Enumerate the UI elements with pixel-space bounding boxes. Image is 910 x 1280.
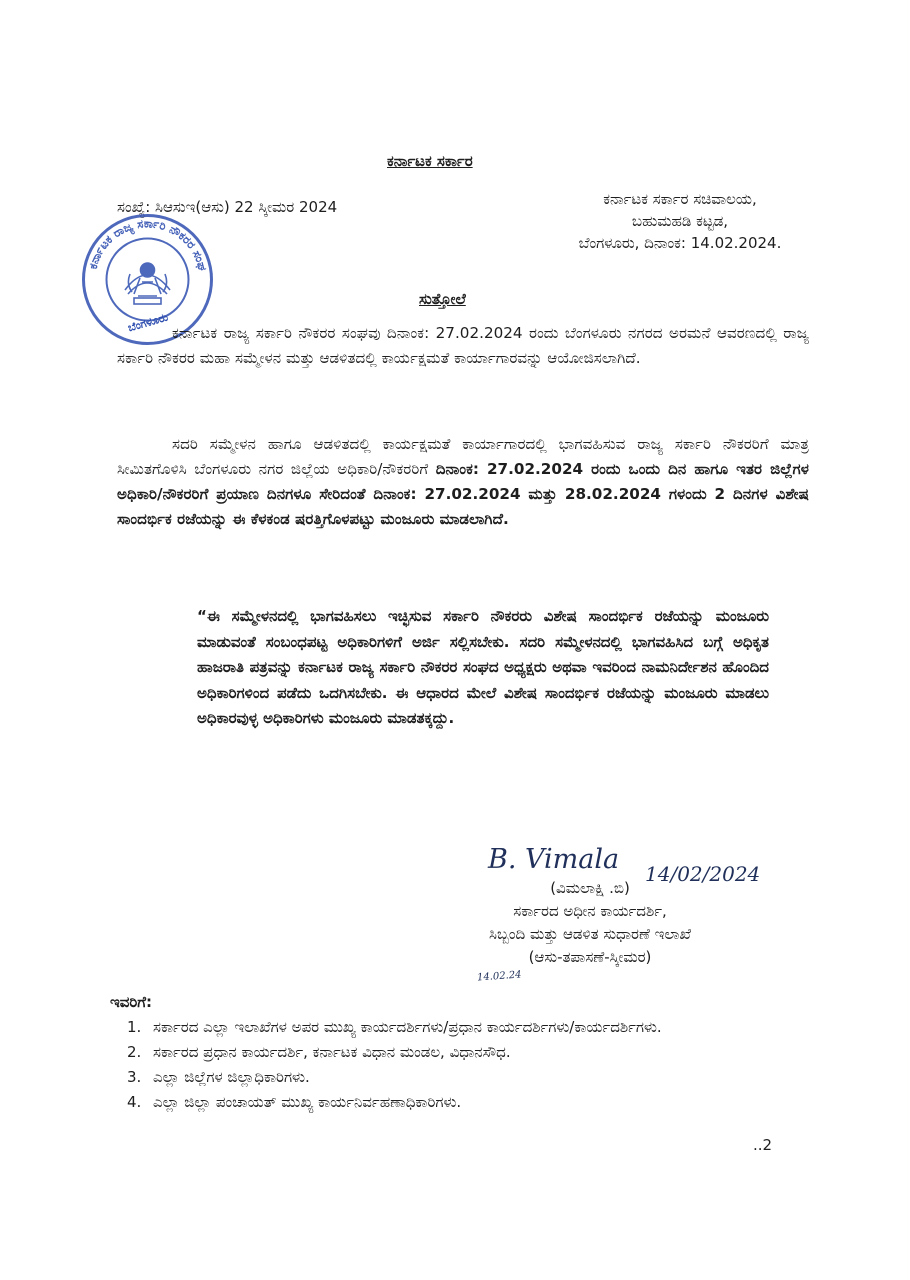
office-address [545,188,815,254]
stamp-outer-text: ಕರ್ನಾಟಕ ರಾಜ್ಯ ಸರ್ಕಾರಿ ನೌಕರರ ಸಂಘ [85,216,210,273]
recipient-number: 2. [127,1043,142,1061]
paragraph-leave-sanction [117,432,809,532]
signatory-department: ಸಿಬ್ಬಂದಿ ಮತ್ತು ಆಡಳಿತ ಸುಧಾರಣೆ ಇಲಾಖೆ [489,925,691,943]
paragraph-intro: ಕರ್ನಾಟಕ ರಾಜ್ಯ ಸರ್ಕಾರಿ ನೌಕರರ ಸಂಘವು ದಿನಾಂಕ: 27.02.2024 ರಂದು ಬೆಂಗಳೂರು ನಗರದ ಅರಮನೆ ಆವರಣದಲ್ಲಿ ರಾಜ್ಯ ಸರ್ಕಾರಿ ನೌಕರರ ಮಹಾ ಸಮ್ಮೇಳನ ಮತ್ತು ಆಡಳಿತದಲ್ಲಿ ಕಾರ್ಯಕ್ಷಮತೆ ಕಾರ್ಯಾಗಾರವನ್ನು ಆಯೋಜಿಸಲಾಗಿದೆ. [117,324,809,367]
signatory-name: (ವಿಮಲಾಕ್ಷಿ .ಬಿ) [550,879,630,897]
recipient-item [127,1016,810,1039]
recipient-number: 4. [127,1093,142,1111]
paragraph-leave-normal: ಸದರಿ ಸಮ್ಮೇಳನ ಹಾಗೂ ಆಡಳಿತದಲ್ಲಿ ಕಾರ್ಯಕ್ಷಮತೆ ಕಾರ್ಯಾಗಾರದಲ್ಲಿ ಭಾಗವಹಿಸುವ ರಾಜ್ಯ ಸರ್ಕಾರಿ ನೌಕರರಿಗೆ ಮಾತ್ರ ಸೀಮಿತಗೊಳಿಸಿ ಬೆಂಗಳೂರು ನಗರ ಜಿಲ್ಲೆಯ ಅಧಿಕಾರಿ/ನೌಕರರಿಗೆ [117,435,809,478]
recipient-text: ಸರ್ಕಾರದ ಎಲ್ಲಾ ಇಲಾಖೆಗಳ ಅಪರ ಮುಖ್ಯ ಕಾರ್ಯದರ್ಶಿಗಳು/ಪ್ರಧಾನ ಕಾರ್ಯದರ್ಶಿಗಳು/ಕಾರ್ಯದರ್ಶಿಗಳು. [153,1018,662,1036]
paragraph-leave-bold: ದಿನಾಂಕ: 27.02.2024 ರಂದು ಒಂದು ದಿನ ಹಾಗೂ ಇತರ ಜಿಲ್ಲೆಗಳ ಅಧಿಕಾರಿ/ನೌಕರರಿಗೆ ಪ್ರಯಾಣ ದಿನಗಳೂ ಸೇರಿದಂತೆ ದಿನಾಂಕ: 27.02.2024 ಮತ್ತು 28.02.2024 ಗಳಂದು 2 ದಿನಗಳ ವಿಶೇಷ ಸಾಂದರ್ಭಿಕ ರಜೆಯನ್ನು ಈ ಕೆಳಕಂಡ ಷರತ್ತಿಗೊಳಪಟ್ಟು ಮಂಜೂರು ಮಾಡಲಾಗಿದೆ. [117,460,810,528]
recipient-number: 1. [127,1018,142,1036]
government-title: ಕರ್ನಾಟಕ ಸರ್ಕಾರ [387,152,473,170]
office-line-3: ಬೆಂಗಳೂರು, ದಿನಾಂಕ: 14.02.2024. [578,234,782,252]
condition-quote: “ಈ ಸಮ್ಮೇಳನದಲ್ಲಿ ಭಾಗವಹಿಸಲು ಇಚ್ಛಿಸುವ ಸರ್ಕಾರಿ ನೌಕರರು ವಿಶೇಷ ಸಾಂದರ್ಭಿಕ ರಜೆಯನ್ನು ಮಂಜೂರು ಮಾಡುವಂತೆ ಸಂಬಂಧಪಟ್ಟ ಅಧಿಕಾರಿಗಳಿಗೆ ಅರ್ಜಿ ಸಲ್ಲಿಸಬೇಕು. ಸದರಿ ಸಮ್ಮೇಳನದಲ್ಲಿ ಭಾಗವಹಿಸಿದ ಬಗ್ಗೆ ಅಧಿಕೃತ ಹಾಜರಾತಿ ಪತ್ರವನ್ನು ಕರ್ನಾಟಕ ರಾಜ್ಯ ಸರ್ಕಾರಿ ನೌಕರರ ಸಂಘದ ಅಧ್ಯಕ್ಷರು ಅಥವಾ ಇವರಿಂದ ನಾಮನಿರ್ದೇಶನ ಹೊಂದಿದ ಅಧಿಕಾರಿಗಳಿಂದ ಪಡೆದು ಒದಗಿಸಬೇಕು. ಈ ಆಧಾರದ ಮೇಲೆ ವಿಶೇಷ ಸಾಂದರ್ಭಿಕ ರಜೆಯನ್ನು ಮಂಜೂರು ಮಾಡಲು ಅಧಿಕಾರವುಳ್ಳ ಅಧಿಕಾರಿಗಳು ಮಂಜೂರು ಮಾಡತಕ್ಕದ್ದು. [197,607,769,727]
recipients-heading: ಇವರಿಗೆ: [110,993,153,1011]
recipient-item [127,1041,810,1064]
signatory-block [380,877,800,969]
recipient-item [127,1066,810,1089]
initial-note: 14.02.24 [476,969,522,984]
office-line-1: ಕರ್ನಾಟಕ ಸರ್ಕಾರ ಸಚಿವಾಲಯ, [603,190,757,208]
signature-date: 14/02/2024 [645,862,761,886]
signature-scribble: B. Vimala [488,844,620,875]
recipient-item [127,1091,810,1114]
office-line-2: ಬಹುಮಹಡಿ ಕಟ್ಟಡ, [631,212,729,230]
recipient-text: ಸರ್ಕಾರದ ಪ್ರಧಾನ ಕಾರ್ಯದರ್ಶಿ, ಕರ್ನಾಟಕ ವಿಧಾನ ಮಂಡಲ, ವಿಧಾನಸೌಧ. [153,1043,511,1061]
stamp-bottom-text: ಬೆಂಗಳೂರು [126,310,170,335]
recipient-text: ಎಲ್ಲಾ ಜಿಲ್ಲೆಗಳ ಜಿಲ್ಲಾಧಿಕಾರಿಗಳು. [153,1068,310,1086]
reference-number: ಸಂಖ್ಯೆ: ಸಿಆಸುಇ(ಆಸು) 22 ಸ್ಕೀಮರ 2024 [117,198,338,216]
circular-title: ಸುತ್ತೋಲೆ [419,290,466,308]
signatory-designation: ಸರ್ಕಾರದ ಅಧೀನ ಕಾರ್ಯದರ್ಶಿ, [513,902,667,920]
page-continuation: ..2 [753,1136,773,1154]
recipient-number: 3. [127,1068,142,1086]
signatory-section: (ಆಸು-ತಪಾಸಣೆ-ಸ್ಕೀಮರ) [528,948,652,966]
recipients-list [127,1016,810,1116]
recipient-text: ಎಲ್ಲಾ ಜಿಲ್ಲಾ ಪಂಚಾಯತ್ ಮುಖ್ಯ ಕಾರ್ಯನಿರ್ವಹಣಾಧಿಕಾರಿಗಳು. [153,1093,462,1111]
